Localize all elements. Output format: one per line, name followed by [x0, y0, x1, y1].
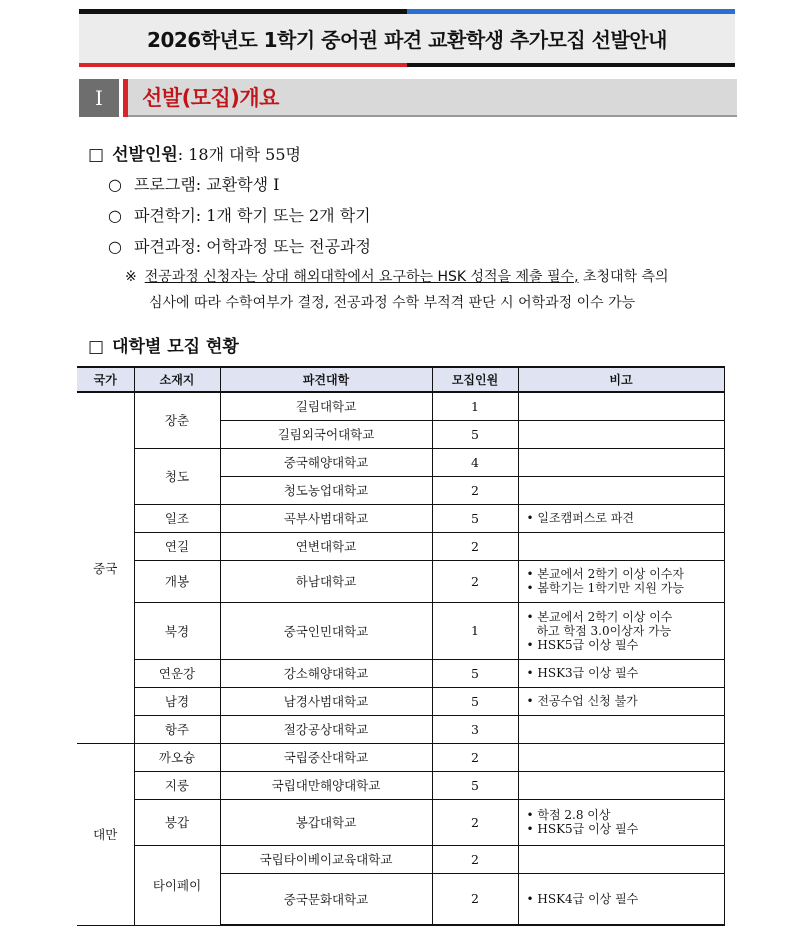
- count-cell: 5: [432, 771, 518, 799]
- count-cell: 2: [432, 743, 518, 771]
- location-cell: 연길: [134, 532, 220, 560]
- note-line-2: 심사에 따라 수학여부가 결정, 전공과정 수학 부적격 판단 시 어학과정 이수 가능: [149, 295, 636, 311]
- location-cell: 까오슝: [134, 743, 220, 771]
- university-cell: 남경사범대학교: [220, 687, 432, 715]
- headcount-label: 선발인원: [112, 145, 178, 165]
- headcount-value: : 18개 대학 55명: [177, 145, 301, 164]
- status-heading: 대학별 모집 현황: [112, 337, 239, 357]
- location-cell: 일조: [134, 504, 220, 532]
- university-cell: 곡부사범대학교: [220, 504, 432, 532]
- note-cell: [518, 448, 724, 476]
- note-cell: • 전공수업 신청 불가: [518, 687, 724, 715]
- program-text: 프로그램: 교환학생 Ⅰ: [133, 175, 280, 194]
- checkbox-square-icon: □: [88, 145, 105, 165]
- header-location: 소재지: [134, 367, 220, 392]
- table-row: [77, 715, 724, 743]
- note-cell: [518, 532, 724, 560]
- document-title-banner: [79, 9, 735, 67]
- course-line: [108, 234, 371, 257]
- university-cell: 하남대학교: [220, 560, 432, 602]
- status-heading-line: [88, 332, 239, 357]
- count-cell: 1: [432, 602, 518, 659]
- count-cell: 2: [432, 532, 518, 560]
- university-cell: 강소해양대학교: [220, 659, 432, 687]
- country-cell: 대만: [77, 743, 134, 925]
- semester-line: [108, 203, 371, 226]
- university-quota-table: [77, 366, 725, 926]
- circle-bullet-icon: ○: [108, 237, 122, 256]
- table-row: [77, 799, 724, 845]
- note-cell: [518, 743, 724, 771]
- note-line: • 학점 2.8 이상: [526, 808, 611, 822]
- headcount-line: [88, 140, 301, 165]
- table-row: [77, 687, 724, 715]
- note-rest-text: 초청대학 측의: [578, 269, 669, 285]
- university-cell: 중국해양대학교: [220, 448, 432, 476]
- header-university: 파견대학: [220, 367, 432, 392]
- document-title: 2026학년도 1학기 중어권 파견 교환학생 추가모집 선발안내: [147, 28, 667, 52]
- header-count: 모집인원: [432, 367, 518, 392]
- table-row: [77, 602, 724, 659]
- count-cell: 5: [432, 687, 518, 715]
- count-cell: 2: [432, 560, 518, 602]
- count-cell: 5: [432, 420, 518, 448]
- location-cell: 타이페이: [134, 845, 220, 925]
- location-cell: 붕갑: [134, 799, 220, 845]
- count-cell: 5: [432, 504, 518, 532]
- count-cell: 1: [432, 392, 518, 420]
- count-cell: 4: [432, 448, 518, 476]
- course-text: 파견과정: 어학과정 또는 전공과정: [133, 237, 372, 256]
- note-line: • 본교에서 2학기 이상 이수자: [526, 567, 684, 581]
- table-row: [77, 504, 724, 532]
- university-cell: 절강공상대학교: [220, 715, 432, 743]
- location-cell: 청도: [134, 448, 220, 504]
- reference-mark-icon: ※: [125, 269, 137, 285]
- note-cell: [518, 799, 724, 845]
- count-cell: 3: [432, 715, 518, 743]
- program-line: [108, 172, 280, 195]
- country-cell: 중국: [77, 392, 134, 743]
- location-cell: 남경: [134, 687, 220, 715]
- table-row: [77, 845, 724, 873]
- section-title-box: [128, 79, 737, 117]
- header-note: 비고: [518, 367, 724, 392]
- table-header-row: [77, 367, 724, 392]
- count-cell: 5: [432, 659, 518, 687]
- section-number: Ⅰ: [79, 79, 119, 117]
- location-cell: 연운강: [134, 659, 220, 687]
- count-cell: 2: [432, 476, 518, 504]
- table-row: [77, 392, 724, 420]
- table-row: [77, 659, 724, 687]
- table-row: [77, 448, 724, 476]
- count-cell: 2: [432, 845, 518, 873]
- title-bottom-rule: [79, 63, 735, 67]
- location-cell: 개봉: [134, 560, 220, 602]
- table-row: [77, 743, 724, 771]
- university-cell: 길림대학교: [220, 392, 432, 420]
- note-cell: [518, 771, 724, 799]
- location-cell: 지룽: [134, 771, 220, 799]
- note-cell: [518, 392, 724, 420]
- note-cell: [518, 476, 724, 504]
- university-cell: 청도농업대학교: [220, 476, 432, 504]
- circle-bullet-icon: ○: [108, 206, 122, 225]
- table-row: [77, 771, 724, 799]
- note-cell: [518, 715, 724, 743]
- university-cell: 중국인민대학교: [220, 602, 432, 659]
- location-cell: 항주: [134, 715, 220, 743]
- note-cell: • 일조캠퍼스로 파견: [518, 504, 724, 532]
- university-cell: 연변대학교: [220, 532, 432, 560]
- section-header: [79, 79, 737, 117]
- table-row: [77, 532, 724, 560]
- note-cell: [518, 602, 724, 659]
- university-cell: 길림외국어대학교: [220, 420, 432, 448]
- note-underlined-text: 전공과정 신청자는 상대 해외대학에서 요구하는 HSK 성적을 제출 필수,: [144, 269, 579, 285]
- table-row: [77, 560, 724, 602]
- university-cell: 봉갑대학교: [220, 799, 432, 845]
- note-line: • HSK5급 이상 필수: [526, 822, 639, 836]
- university-cell: 국립대만해양대학교: [220, 771, 432, 799]
- location-cell: 북경: [134, 602, 220, 659]
- semester-text: 파견학기: 1개 학기 또는 2개 학기: [133, 206, 371, 225]
- location-cell: 장춘: [134, 392, 220, 448]
- note-cell: [518, 420, 724, 448]
- university-cell: 국립타이베이교육대학교: [220, 845, 432, 873]
- note-cell: • HSK3급 이상 필수: [518, 659, 724, 687]
- university-cell: 국립중산대학교: [220, 743, 432, 771]
- count-cell: 2: [432, 873, 518, 925]
- note-line: • 봄학기는 1학기만 지원 가능: [526, 581, 684, 595]
- checkbox-square-icon: □: [88, 337, 105, 357]
- note-line: 하고 학점 3.0이상자 가능: [536, 623, 672, 638]
- header-country: 국가: [77, 367, 134, 392]
- note-cell: [518, 560, 724, 602]
- note-cell: • HSK4급 이상 필수: [518, 873, 724, 925]
- university-cell: 중국문화대학교: [220, 873, 432, 925]
- note-cell: [518, 845, 724, 873]
- note-line: • 본교에서 2학기 이상 이수: [526, 609, 673, 624]
- note-line-1: [125, 266, 669, 286]
- circle-bullet-icon: ○: [108, 175, 122, 194]
- count-cell: 2: [432, 799, 518, 845]
- title-box: [79, 14, 735, 63]
- section-title: 선발(모집)개요: [142, 86, 279, 110]
- note-line: • HSK5급 이상 필수: [526, 637, 639, 652]
